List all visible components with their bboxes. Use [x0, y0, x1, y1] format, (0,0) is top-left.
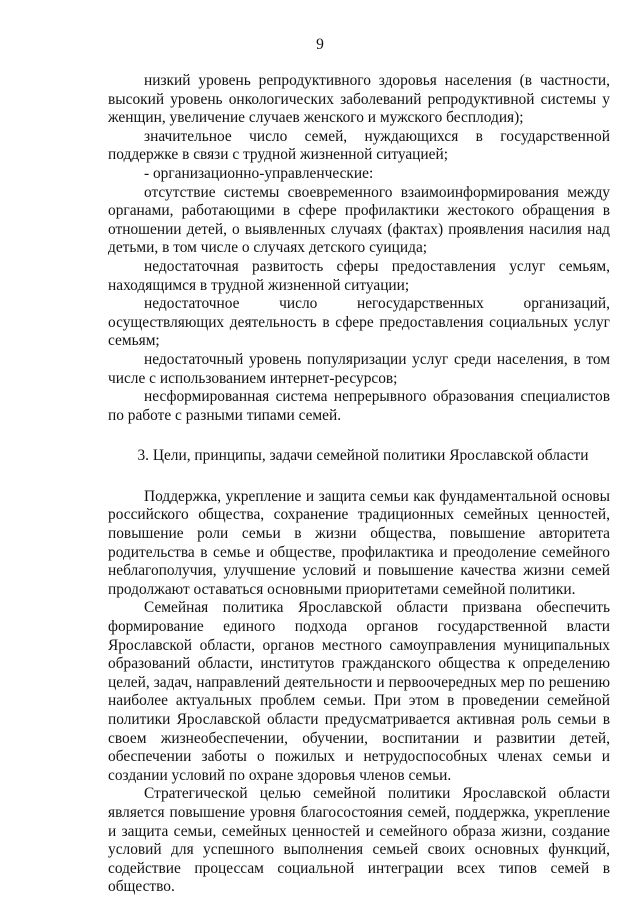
paragraph: отсутствие системы своевременного взаимоинформирования между органами, работающими в сфере профилактики жестокого обращения в отношении детей, о выявленных случаях (фактах) проявления насилия над детьми, в том числе о случаях детского суицида; [108, 183, 610, 257]
paragraph: Стратегической целью семейной политики Ярославской области является повышение уровня благосостояния семей, поддержка, укрепление и защита семьи, семейных ценностей и семейного образа жизни, создание условий для успешного выполнения семьей своих основных функций, содействие процессам социальной интеграции всех типов семей в общество. [108, 785, 610, 896]
paragraph: низкий уровень репродуктивного здоровья населения (в частности, высокий уровень онкологических заболеваний репродуктивной системы у женщин, увеличение случаев женского и мужского бесплодия); [108, 72, 610, 127]
paragraph: несформированная система непрерывного образования специалистов по работе с разными типами семей. [108, 388, 610, 424]
page-number: 9 [316, 36, 324, 53]
paragraph: значительное число семей, нуждающихся в государственной поддержке в связи с трудной жизненной ситуацией; [108, 127, 610, 164]
paragraph: Поддержка, укрепление и защита семьи как фундаментальной основы российского общества, сохранение традиционных семейных ценностей, повышение роли семьи в жизни общества, повышение авторитета родительства в семье и обществе, профилактика и преодоление семейного неблагополучия, улучшение условий и повышение качества жизни семей продолжают оставаться основными приоритетами семейной политики. [108, 487, 610, 598]
paragraph: недостаточное число негосударственных организаций, осуществляющих деятельность в сфере предоставления социальных услуг семьям; [108, 295, 610, 350]
paragraph: недостаточная развитость сферы предоставления услуг семьям, находящимся в трудной жизненной ситуации; [108, 257, 610, 294]
paragraph: - организационно-управленческие: [144, 164, 374, 182]
document-body [108, 72, 610, 897]
paragraph: Семейная политика Ярославской области призвана обеспечить формирование единого подхода органов государственной власти Ярославской области, органов местного самоуправления муниципальных образований области, институтов гражданского общества к определению целей, задач, направлений деятельности и первоочередных мер по решению наиболее актуальных проблем семьи. При этом в проведении семейной политики Ярославской области предусматривается активная роль семьи в своем жизнеобеспечении, обучении, воспитании и развитии детей, обеспечении заботы о пожилых и нетрудоспособных членах семьи и создании условий по охране здоровья членов семьи. [108, 599, 610, 784]
paragraph: недостаточный уровень популяризации услуг среди населения, в том числе с использованием интернет-ресурсов; [108, 350, 610, 387]
section-heading: 3. Цели, принципы, задачи семейной политики Ярославской области [137, 447, 589, 465]
